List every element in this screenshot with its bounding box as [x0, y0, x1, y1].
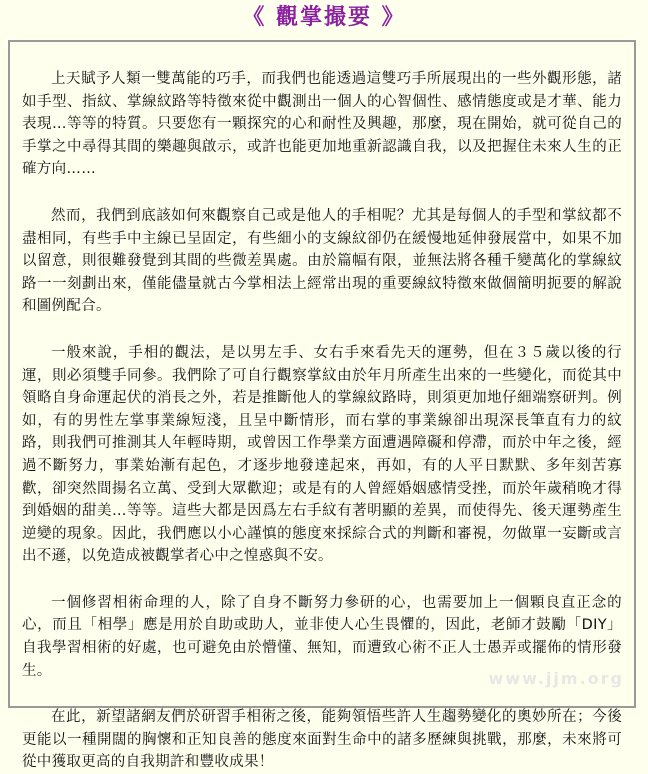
article-paragraph-5: 在此，新望諸網友們於研習手相術之後，能夠領悟些許人生趨勢變化的奧妙所在；今後更能以一種開闊的胸懷和正知良善的態度來面對生命中的諸多歷練與挑戰，那麼，未來將可從中獲取更高的自我期許和豐收成果！	[22, 709, 622, 771]
article-paragraph-1: 上天賦予人類一雙萬能的巧手，而我們也能透過這雙巧手所展現出的一些外觀形態，諸如手型、指紋、掌線紋路等特徵來從中觀測出一個人的心智個性、感情態度或是才華、能力表現…等等的特質。只要您有一顆探究的心和耐性及興趣，那麼，現在開始，就可從自己的手掌之中尋得其間的樂趣與啟示，或許也能更加地重新認識自我，以及把握住未來人生的正確方向……	[22, 71, 622, 178]
article-paragraph-3: 一般來說，手相的觀法，是以男左手、女右手來看先天的運勢，但在３５歲以後的行運，則必須雙手同參。我們除了可自行觀察掌紋由於年月所產生出來的一些變化，而從其中領略自身命運起伏的消長之外，若是推斷他人的掌線紋路時，則須更加地仔細端察研判。例如，有的男性左掌事業線短淺，且呈中斷情形，而右掌的事業線卻出現深長筆直有力的紋路，則我們可推測其人年輕時期，或曾因工作學業方面遭遇障礙和停滯，而於中年之後，經過不斷努力，事業始漸有起色，才逐步地發達起來，再如，有的人平日默默、多年刻苦寡歡，卻突然間揚名立萬、受到大眾歡迎；或是有的人曾經婚姻感情受挫，而於年歲稍晚才得到婚姻的甜美…等等。這些大都是因爲左右手紋有著明顯的差異，而使得先、後天運勢產生逆變的現象。因此，我們應以小心謹慎的態度來採綜合式的判斷和審視，勿做單一妄斷或言出不遜，以免造成被觀掌者心中之惶惑與不安。	[22, 344, 622, 565]
article-paragraph-2: 然而，我們到底該如何來觀察自己或是他人的手相呢？尤其是每個人的手型和掌紋都不盡相同，有些手中主線已呈固定，有些細小的支線紋卻仍在緩慢地延伸發展當中，如果不加以留意，則很難發覺到其間的些微差異處。由於篇幅有限，並無法將各種千變萬化的掌線紋路一一刻劃出來，僅能儘量就古今掌相法上經常出現的重要線紋特徵來做個簡明扼要的解說和圖例配合。	[22, 207, 622, 315]
page-title: 《 觀掌撮要 》	[242, 5, 406, 30]
article-box	[8, 40, 636, 771]
site-watermark: www.jjm.org	[488, 669, 624, 688]
article-paragraph-4: 一個修習相術命理的人，除了自身不斷努力參研的心，也需要加上一個顆良直正念的心，而且「相學」應是用於自助或助人，並非使人心生畏懼的，因此，老師才鼓勵「DIY」自我學習相術的好處，也可避免由於懵懂、無知，而遭致心術不正人士愚弄或擺佈的情形發生。	[22, 594, 622, 679]
